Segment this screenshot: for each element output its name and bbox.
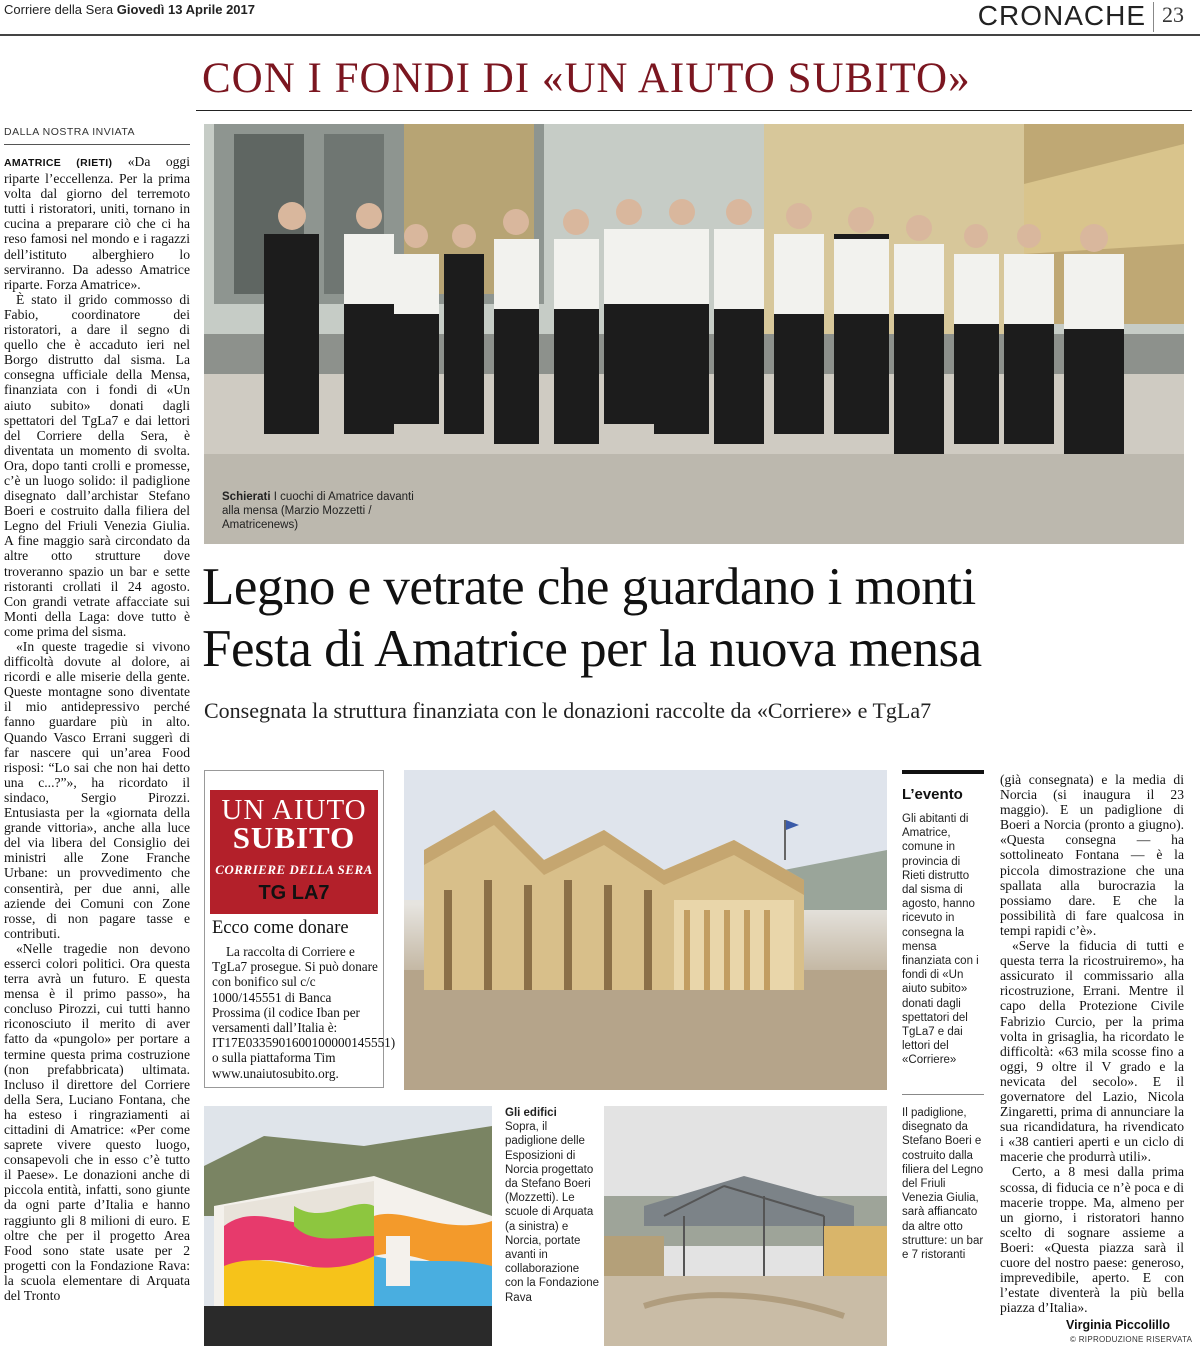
kicker: CON I FONDI DI «UN AIUTO SUBITO» <box>202 55 971 102</box>
dateline-rule <box>4 144 190 145</box>
caption-text-2: Le scuole di Arquata (a sinistra) e Norcia, portate avanti in collaborazione con la Fondazione Rava <box>505 1192 599 1304</box>
buildings-caption <box>505 1106 600 1305</box>
sidebar-text: Gli abitanti di Amatrice, comune in provincia di Rieti distrutto dal sisma di agosto, hanno ricevuto in consegna la mensa finanziata con i fondi di «Un aiuto subito» donati dagli spettatori del TgLa7 e dai lettori del «Corriere» <box>902 813 979 1067</box>
article-paragraph: «In queste tragedie si vivono difficoltà dovute al dolore, ai ricordi e alle miserie della gente. Queste montagne sono diventate il mio antidepressivo perché fanno guardare più in alto. Quando Vasco Errani suggerì di far nascere qui un’area Food risposi: “Lo sai che non hai detto una c...?”», ha ricordato il sindaco, Sergio Pirozzi. Entusiasta per la «giornata della grande vittoria», anche alla luce del via libera del Consiglio dei ministri alle Zone Franche Urbane: un provvedimento che consentirà, per due anni, alle aziende dei Comuni con Zone rosse, di non pagare tasse e contributi. <box>4 639 190 941</box>
logo-text-top: UN AIUTO <box>221 794 367 826</box>
headline <box>202 556 1192 680</box>
header-separator <box>1153 2 1154 32</box>
caption-credit: (Mozzetti). <box>505 1192 559 1205</box>
logo-corriere: CORRIERE DELLA SERA <box>215 862 373 877</box>
main-photo <box>204 124 1184 544</box>
logo-text-main: SUBITO <box>232 820 356 855</box>
article-column-left <box>4 154 190 1303</box>
headline-line-2: Festa di Amatrice per la nuova mensa <box>202 620 982 678</box>
subheadline: Consegnata la struttura finanziata con le donazioni raccolte da «Corriere» e TgLa7 <box>204 698 932 723</box>
un-aiuto-subito-logo <box>210 790 378 914</box>
caption-credit: (Marzio Mozzetti / Amatricenews) <box>222 505 372 531</box>
article-location: AMATRICE (RIETI) <box>4 157 113 169</box>
sidebar-title: L’evento <box>902 786 963 803</box>
masthead-dateline <box>4 2 255 17</box>
section-name: CRONACHE <box>977 0 1146 31</box>
article-paragraph: AMATRICE (RIETI) «Da oggi riparte l’eccellenza. Per la prima volta dal giorno del terremoto tutti i ristoratori, uniti, tornano in cucina a preparare ciò che ci ha reso famosi nel mondo e i ragazzi dell’istituto alberghiero lo serviranno. Da adesso Amatrice riparte. Forza Amatrice». <box>4 154 190 292</box>
logo-tgla7: TG LA7 <box>258 882 330 904</box>
article-paragraph: «Serve la fiducia di tutti e questa terra la ricostruiremo», ha assicurato il commissario alla ricostruzione, Errani. Mentre il capo della Protezione Civile Fabrizio Curcio, per la prima volta in grisaglia, ha ricordato le difficoltà: «63 mila scosse fino a oggi, 9 oltre il V grado e la nevicata del secolo». E il governatore del Lazio, Nicola Zingaretti, prima di annunciare la sua ricandidatura, ha rivendicato i «38 cantieri aperti e un ciclo di macerie che produrrà utili». <box>1000 938 1184 1165</box>
copyright-notice: © RIPRODUZIONE RISERVATA <box>1070 1335 1193 1344</box>
byline: Virginia Piccolillo <box>1066 1318 1170 1332</box>
norcia-school-photo <box>604 1106 887 1346</box>
sidebar-text-2: Il padiglione, disegnato da Stefano Boeri e costruito dalla filiera del Legno del Friuli Venezia Giulia, sarà affiancato da altre otto strutture: un bar e 7 ristoranti <box>902 1107 984 1262</box>
header-rule <box>0 34 1200 36</box>
main-photo-caption <box>222 490 422 532</box>
norcia-pavilion-photo <box>404 770 887 1090</box>
article-column-right <box>1000 772 1184 1315</box>
donation-box-title: Ecco come donare <box>212 918 349 938</box>
article-paragraph: «Nelle tragedie non devono esserci colori politici. Ora questa terra avrà un futuro. E questa mensa è il primo passo», ha concluso Pirozzi, cui tutti hanno riconosciuto il merito di aver fatto da «pungolo» per portare a termine questa prima costruzione (non prefabbricata) ultimata. Incluso il direttore del Corriere della Sera, Luciano Fontana, che ha esteso i ringraziamenti ai cittadini di Amatrice: «Per come saprete vivere questo luogo, consapevoli che in esso c’è tutto il Paese». Le donazioni anche di piccola entità, infatti, sono giunte da ogni parte d’Italia e hanno raggiunto gli 8 milioni di euro. E oltre che per il progetto Area Food sono state usate per 2 progetti con la Fondazione Rava: la scuola elementare di Arquata del Tronto <box>4 940 190 1304</box>
donation-box-text: La raccolta di Corriere e TgLa7 prosegue. Si può donare con bonifico sul c/c 1000/145551 di Banca Prossima (il codice Iban per versamenti dall’Italia è: IT17E0335901600100000145551) o sulla piattaforma Tim www.unaiutosubito.org. <box>212 944 396 1081</box>
caption-label: Schierati <box>222 491 271 503</box>
caption-text: I cuochi di Amatrice davanti alla mensa <box>222 491 414 517</box>
caption-text: Sopra, il padiglione delle Esposizioni di Norcia progettato da Stefano Boeri <box>505 1121 594 1191</box>
dateline: DALLA NOSTRA INVIATA <box>4 126 135 138</box>
issue-date: Giovedì 13 Aprile 2017 <box>116 2 255 17</box>
page-number: 23 <box>1162 2 1184 27</box>
sidebar-separator <box>902 1094 984 1095</box>
arquata-school-photo <box>204 1106 492 1346</box>
caption-label: Gli edifici <box>505 1107 557 1119</box>
paper-name: Corriere della Sera <box>4 2 114 17</box>
kicker-rule <box>196 110 1192 111</box>
article-paragraph: (già consegnata) e la media di Norcia (si inaugura il 23 maggio). E un padiglione di Boeri a Norcia (pronto a giugno). «Questa consegna — ha sottolineato Fontana — è la piccola dimostrazione che una spallata alla burocrazia la possiamo dare. E che la possibilità di fare qualcosa in tempi rapidi c’è». <box>1000 772 1184 938</box>
article-paragraph: Certo, a 8 mesi dalla prima scossa, di fiducia ce n’è poca e di macerie troppe. Ma, almeno per un giorno, i ristoratori hanno scelto di sognare assieme a Boeri: «Questa piazza sarà il cuore del nostro paese: generoso, imprevedibile, aperto. E con l’estate diventerà la più bella piazza d’Italia». <box>1000 1164 1184 1316</box>
sidebar-rule <box>902 770 984 774</box>
headline-line-1: Legno e vetrate che guardano i monti <box>202 558 976 616</box>
article-paragraph: È stato il grido commosso di Fabio, coordinatore dei ristoratori, a dare il segno di quello che è accaduto ieri nel Borgo distrutto dal sisma. La consegna ufficiale della Mensa, finanziata con i fondi di «Un aiuto subito» donati dagli spettatori del TgLa7 e dai lettori del Corriere della Sera, è diventata un momento di svolta. Ora, dopo tanti crolli e promesse, c’è un luogo solido: il padiglione disegnato dall’archistar Stefano Boeri e costruito dalla filiera del Legno del Friuli Venezia Giulia. A fine maggio sarà circondato da altre otto strutture dove troveranno spazio un bar e sette ristoranti crollati il 24 agosto. Con grandi vetrate affacciate sui Monti della Laga: dove tutto è come prima del sisma. <box>4 291 190 639</box>
